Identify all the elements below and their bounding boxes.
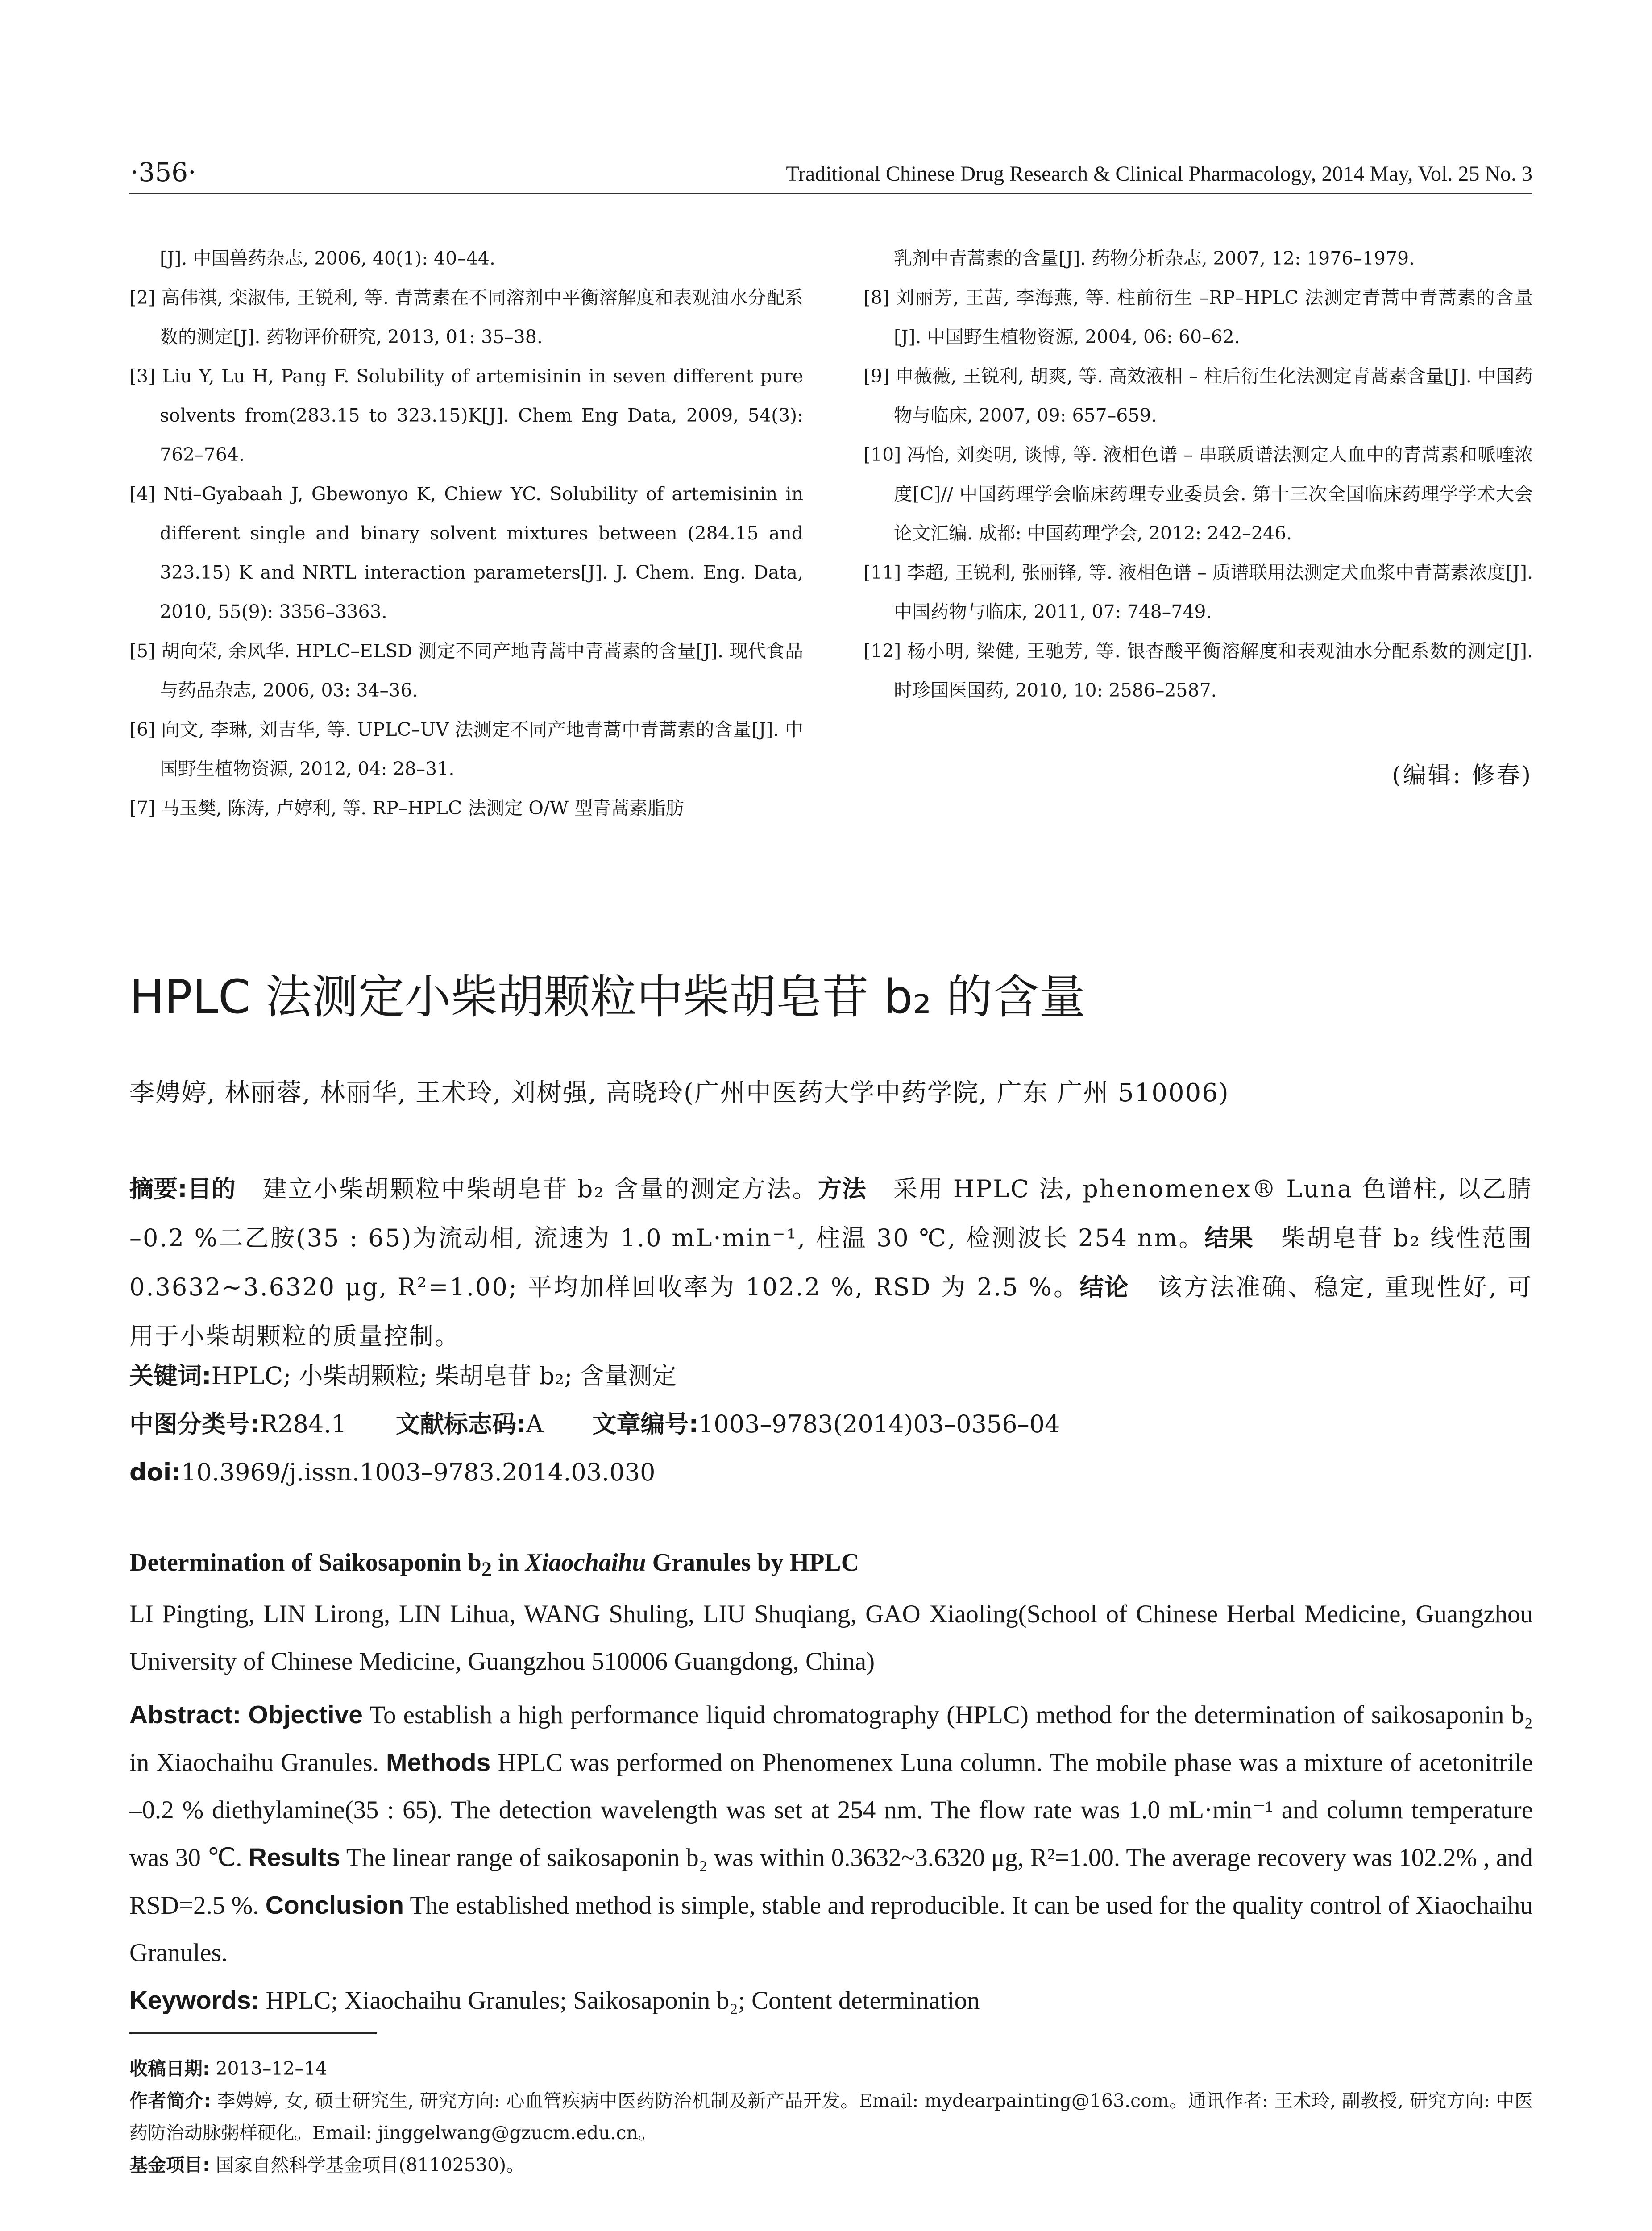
reference-item: [10] 冯怡, 刘奕明, 谈博, 等. 液相色谱 – 串联质谱法测定人血中的青蒿素和哌喹浓度[C]// 中国药理学会临床药理专业委员会. 第十三次全国临床药理学学术大会论文汇编. 成都: 中国药理学会, 2012: 242–246. <box>863 444 1533 544</box>
objective-text: 建立小柴胡颗粒中柴胡皂苷 b₂ 含量的测定方法。 <box>262 1175 818 1203</box>
classification-line <box>129 1400 1060 1448</box>
results-text: 柴胡皂苷 b₂ 线性范围 0.3632~3.6320 μg, R²=1.00; 平均加样回收率为 102.2 %, RSD 为 2.5 %。 <box>129 1224 1533 1301</box>
reference-item: [4] Nti–Gyabaah J, Gbewonyo K, Chiew YC. Solubility of artemisinin in different single and binary solvent mixtures between (284.15 and 323.15) K and NRTL interaction parameters[J]. J. Chem. Eng. Data, 2010, 55(9): 3356–3363. <box>129 483 809 622</box>
reference-item: 乳剂中青蒿素的含量[J]. 药物分析杂志, 2007, 12: 1976–1979. <box>894 248 1415 269</box>
conclusion-label-en: Conclusion <box>265 1891 404 1920</box>
doc-code-label: 文献标志码: <box>395 1410 526 1438</box>
abstract-cn <box>129 1165 1533 1361</box>
reference-item: [2] 高伟祺, 栾淑伟, 王锐利, 等. 青蒿素在不同溶剂中平衡溶解度和表观油水分配系数的测定[J]. 药物评价研究, 2013, 01: 35–38. <box>129 287 803 348</box>
abstract-en <box>129 1691 1533 1977</box>
references-left-column <box>129 239 809 828</box>
objective-text-en: To establish a high performance liquid chromatography (HPLC) method for the determination of saikosaponin b₂ in Xiaochaihu Granules. <box>129 1701 1533 1777</box>
keywords-label-en: Keywords: <box>129 1986 260 2015</box>
received-line <box>129 2053 1533 2085</box>
header-rule <box>129 193 1532 194</box>
methods-label-en: Methods <box>386 1748 491 1777</box>
doi-value: 10.3969/j.issn.1003–9783.2014.03.030 <box>181 1458 656 1486</box>
fund-label: 基金项目: <box>129 2154 210 2176</box>
received-date: 2013–12–14 <box>216 2058 328 2079</box>
author-info-text: 李娉婷, 女, 硕士研究生, 研究方向: 心血管疾病中医药防治机制及新产品开发。Email: mydearpainting@163.com。通讯作者: 王术玲, 副教授, 研究方向: 中医药防治动脉粥样硬化。Email: jinggelwang@gzucm.edu.cn。 <box>129 2090 1533 2144</box>
doi-line <box>129 1448 1060 1497</box>
reference-item: [11] 李超, 王锐利, 张丽锋, 等. 液相色谱 – 质谱联用法测定犬血浆中青蒿素浓度[J]. 中国药物与临床, 2011, 07: 748–749. <box>863 562 1539 622</box>
keywords-line-cn <box>129 1352 1060 1400</box>
objective-label-en: Objective <box>248 1700 363 1729</box>
title-en-italic: Xiaochaihu <box>525 1549 646 1576</box>
author-info-label: 作者简介: <box>129 2090 211 2111</box>
keywords-en <box>129 1977 1533 2024</box>
abstract-label: 摘要: <box>129 1175 187 1203</box>
methods-label: 方法 <box>818 1175 866 1203</box>
page-number: ·356· <box>130 157 196 187</box>
article-no-value: 1003–9783(2014)03–0356–04 <box>698 1410 1060 1438</box>
reference-item: [7] 马玉樊, 陈涛, 卢婷利, 等. RP–HPLC 法测定 O/W 型青蒿素脂肪 <box>129 797 684 819</box>
authors-en: LI Pingting, LIN Lirong, LIN Lihua, WANG Shuling, LIU Shuqiang, GAO Xiaoling(School of Chinese Herbal Medicine, Guangzhou University of Chinese Medicine, Guangzhou 510006 Guangdong, China) <box>129 1600 1533 1675</box>
author-info-line <box>129 2085 1533 2149</box>
authors-cn: 李娉婷, 林丽蓉, 林丽华, 王术玲, 刘树强, 高晓玲(广州中医药大学中药学院, 广东 广州 510006) <box>129 1078 1229 1107</box>
article-title-cn: HPLC 法测定小柴胡颗粒中柴胡皂苷 b₂ 的含量 <box>129 970 1086 1024</box>
keywords-text-en: HPLC; Xiaochaihu Granules; Saikosaponin b₂; Content determination <box>266 1986 980 2015</box>
received-label: 收稿日期: <box>129 2058 210 2079</box>
reference-item: [8] 刘丽芳, 王茜, 李海燕, 等. 柱前衍生 –RP–HPLC 法测定青蒿中青蒿素的含量[J]. 中国野生植物资源, 2004, 06: 60–62. <box>863 287 1533 348</box>
references-right-column <box>863 239 1539 710</box>
abstract-label-en: Abstract: <box>129 1700 241 1729</box>
reference-item: [9] 申薇薇, 王锐利, 胡爽, 等. 高效液相 – 柱后衍生化法测定青蒿素含量[J]. 中国药物与临床, 2007, 09: 657–659. <box>863 365 1533 426</box>
reference-item: [3] Liu Y, Lu H, Pang F. Solubility of artemisinin in seven different pure solvents from(283.15 to 323.15)K[J]. Chem Eng Data, 2009, 54(3): 762–764. <box>129 365 809 465</box>
title-en-part: Determination of Saikosaponin b <box>129 1549 481 1576</box>
methods-text-en: HPLC was performed on Phenomenex Luna column. The mobile phase was a mixture of acetonitrile –0.2 % diethylamine(35 : 65). The detection wavelength was set at 254 nm. The flow rate was 1.0 mL·min⁻¹ and column temperature was 30 ℃. <box>129 1749 1533 1872</box>
conclusion-label: 结论 <box>1079 1273 1129 1301</box>
article-title-en <box>129 1548 859 1581</box>
methods-text: 采用 HPLC 法, phenomenex® Luna 色谱柱, 以乙腈 –0.2 %二乙胺(35 : 65)为流动相, 流速为 1.0 mL·min⁻¹, 柱温 30 ℃, 检测波长 254 nm。 <box>129 1175 1533 1252</box>
keywords-label: 关键词: <box>129 1362 212 1390</box>
title-en-part: Granules by HPLC <box>646 1549 859 1576</box>
doi-label: doi: <box>129 1458 181 1486</box>
reference-item: [12] 杨小明, 梁健, 王驰芳, 等. 银杏酸平衡溶解度和表观油水分配系数的测定[J]. 时珍国医国药, 2010, 10: 2586–2587. <box>863 640 1539 701</box>
reference-item: [6] 向文, 李琳, 刘吉华, 等. UPLC–UV 法测定不同产地青蒿中青蒿素的含量[J]. 中国野生植物资源, 2012, 04: 28–31. <box>129 719 803 780</box>
results-label: 结果 <box>1204 1224 1254 1252</box>
reference-item: [5] 胡向荣, 余风华. HPLC–ELSD 测定不同产地青蒿中青蒿素的含量[J]. 现代食品与药品杂志, 2006, 03: 34–36. <box>129 640 803 701</box>
article-no-label: 文章编号: <box>592 1410 699 1438</box>
doc-code-value: A <box>526 1410 544 1438</box>
fund-line <box>129 2149 1533 2181</box>
results-label-en: Results <box>248 1843 340 1872</box>
clc-value: R284.1 <box>259 1410 347 1438</box>
reference-item: [J]. 中国兽药杂志, 2006, 40(1): 40–44. <box>160 248 495 269</box>
clc-label: 中图分类号: <box>129 1410 260 1438</box>
editor-note: (编辑: 修春) <box>1392 762 1532 789</box>
title-en-subscript: 2 <box>481 1558 492 1581</box>
conclusion-text-en: The established method is simple, stable and reproducible. It can be used for the quality control of Xiaochaihu Granules. <box>129 1891 1533 1967</box>
fund-text: 国家自然科学基金项目(81102530)。 <box>216 2154 525 2176</box>
conclusion-text: 该方法准确、稳定, 重现性好, 可用于小柴胡颗粒的质量控制。 <box>129 1273 1533 1350</box>
footnote-rule <box>129 2032 377 2034</box>
objective-label: 目的 <box>187 1175 236 1203</box>
journal-header: Traditional Chinese Drug Research & Clinical Pharmacology, 2014 May, Vol. 25 No. 3 <box>786 162 1532 186</box>
title-en-part: in <box>492 1549 525 1576</box>
results-text-en: The linear range of saikosaponin b₂ was within 0.3632~3.6320 μg, R²=1.00. The average recovery was 102.2% , and RSD=2.5 %. <box>129 1844 1533 1920</box>
keywords-text: HPLC; 小柴胡颗粒; 柴胡皂苷 b₂; 含量测定 <box>211 1362 677 1390</box>
article-meta-cn <box>129 1352 1060 1497</box>
footnote <box>129 2053 1533 2181</box>
